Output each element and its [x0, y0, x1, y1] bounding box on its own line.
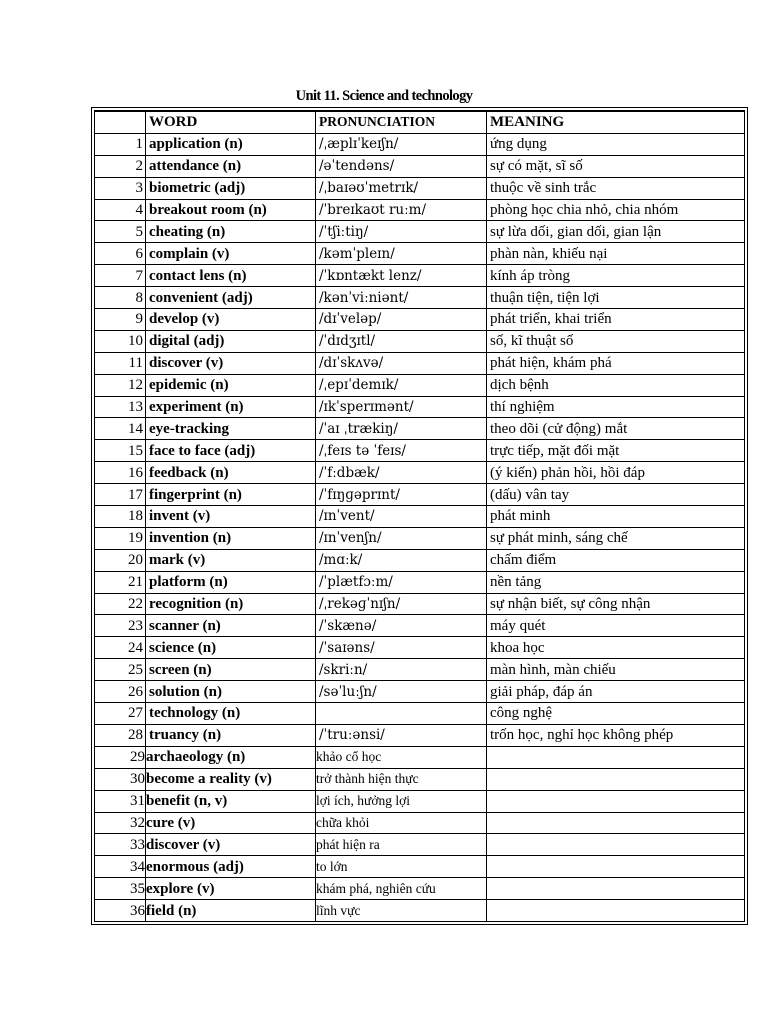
- row-pronunciation: /dɪˈskʌvə/: [316, 352, 487, 374]
- row-word: discover (v): [146, 834, 316, 856]
- row-word: cheating (n): [146, 221, 316, 243]
- row-meaning: [487, 834, 745, 856]
- row-word: become a reality (v): [146, 768, 316, 790]
- row-number: 13: [95, 396, 146, 418]
- row-number: 16: [95, 462, 146, 484]
- table-row: [95, 571, 745, 593]
- row-number: 26: [95, 681, 146, 703]
- table-row: [95, 374, 745, 396]
- row-meaning: thuộc về sinh trắc: [487, 177, 745, 199]
- row-number: 3: [95, 177, 146, 199]
- row-meaning: số, kĩ thuật số: [487, 330, 745, 352]
- row-meaning: khoa học: [487, 637, 745, 659]
- row-pronunciation: /ˈskænə/: [316, 615, 487, 637]
- table-row: [95, 418, 745, 440]
- row-meaning: công nghệ: [487, 703, 745, 725]
- table-row: [95, 790, 745, 812]
- row-word: fingerprint (n): [146, 484, 316, 506]
- row-pronunciation: khám phá, nghiên cứu: [316, 878, 487, 900]
- table-row: [95, 484, 745, 506]
- row-word: feedback (n): [146, 462, 316, 484]
- row-number: 27: [95, 703, 146, 725]
- table-row: [95, 878, 745, 900]
- row-meaning: thuận tiện, tiện lợi: [487, 287, 745, 309]
- row-word: complain (v): [146, 243, 316, 265]
- row-word: convenient (adj): [146, 287, 316, 309]
- row-word: application (n): [146, 133, 316, 155]
- table-row: [95, 703, 745, 725]
- row-meaning: theo dõi (cử động) mắt: [487, 418, 745, 440]
- row-meaning: sự nhận biết, sự công nhận: [487, 593, 745, 615]
- header-num: [95, 111, 146, 133]
- table-row: [95, 549, 745, 571]
- table-row: [95, 440, 745, 462]
- row-number: 34: [95, 856, 146, 878]
- row-number: 12: [95, 374, 146, 396]
- row-number: 6: [95, 243, 146, 265]
- row-word: platform (n): [146, 571, 316, 593]
- row-word: solution (n): [146, 681, 316, 703]
- row-number: 15: [95, 440, 146, 462]
- row-meaning: ứng dụng: [487, 133, 745, 155]
- row-number: 19: [95, 527, 146, 549]
- row-number: 28: [95, 724, 146, 746]
- row-pronunciation: lợi ích, hưởng lợi: [316, 790, 487, 812]
- row-pronunciation: /ˌbaɪəʊˈmetrɪk/: [316, 177, 487, 199]
- row-number: 1: [95, 133, 146, 155]
- table-row: [95, 615, 745, 637]
- row-number: 21: [95, 571, 146, 593]
- row-number: 24: [95, 637, 146, 659]
- row-meaning: kính áp tròng: [487, 265, 745, 287]
- row-number: 8: [95, 287, 146, 309]
- table-row: [95, 659, 745, 681]
- table-row: [95, 746, 745, 768]
- row-word: discover (v): [146, 352, 316, 374]
- row-word: scanner (n): [146, 615, 316, 637]
- row-meaning: [487, 900, 745, 922]
- table-row: [95, 177, 745, 199]
- row-meaning: [487, 812, 745, 834]
- table-row: [95, 199, 745, 221]
- row-pronunciation: /ɪkˈsperɪmənt/: [316, 396, 487, 418]
- row-meaning: sự lừa dối, gian dối, gian lận: [487, 221, 745, 243]
- row-meaning: máy quét: [487, 615, 745, 637]
- row-pronunciation: /ɪnˈvent/: [316, 506, 487, 528]
- row-meaning: (dấu) vân tay: [487, 484, 745, 506]
- row-number: 5: [95, 221, 146, 243]
- row-word: digital (adj): [146, 330, 316, 352]
- row-pronunciation: /ɪnˈvenʃn/: [316, 527, 487, 549]
- header-pronunciation: PRONUNCIATION: [316, 111, 487, 133]
- table-row: [95, 681, 745, 703]
- table-row: [95, 309, 745, 331]
- row-meaning: chấm điểm: [487, 549, 745, 571]
- row-pronunciation: /ˈfːdbæk/: [316, 462, 487, 484]
- row-word: screen (n): [146, 659, 316, 681]
- row-word: field (n): [146, 900, 316, 922]
- row-meaning: trốn học, nghỉ học không phép: [487, 724, 745, 746]
- row-number: 29: [95, 746, 146, 768]
- row-pronunciation: /ˌepɪˈdemɪk/: [316, 374, 487, 396]
- row-number: 35: [95, 878, 146, 900]
- row-meaning: [487, 768, 745, 790]
- row-number: 11: [95, 352, 146, 374]
- row-word: experiment (n): [146, 396, 316, 418]
- row-meaning: trực tiếp, mặt đối mặt: [487, 440, 745, 462]
- row-pronunciation: /səˈluːʃn/: [316, 681, 487, 703]
- row-pronunciation: /ˌfeɪs tə ˈfeɪs/: [316, 440, 487, 462]
- table-row: [95, 133, 745, 155]
- row-meaning: phàn nàn, khiếu nại: [487, 243, 745, 265]
- row-word: explore (v): [146, 878, 316, 900]
- row-meaning: [487, 746, 745, 768]
- row-word: develop (v): [146, 309, 316, 331]
- row-word: attendance (n): [146, 155, 316, 177]
- row-pronunciation: khảo cổ học: [316, 746, 487, 768]
- row-number: 10: [95, 330, 146, 352]
- table-row: [95, 900, 745, 922]
- row-word: invent (v): [146, 506, 316, 528]
- table-row: [95, 221, 745, 243]
- row-number: 2: [95, 155, 146, 177]
- table-row: [95, 155, 745, 177]
- table-row: [95, 834, 745, 856]
- row-pronunciation: [316, 703, 487, 725]
- row-meaning: (ý kiến) phản hồi, hồi đáp: [487, 462, 745, 484]
- row-meaning: phòng học chia nhỏ, chia nhóm: [487, 199, 745, 221]
- row-pronunciation: /ˈtruːənsi/: [316, 724, 487, 746]
- row-word: biometric (adj): [146, 177, 316, 199]
- table-row: [95, 527, 745, 549]
- row-number: 9: [95, 309, 146, 331]
- table-row: [95, 330, 745, 352]
- row-pronunciation: /ˈplætfɔːm/: [316, 571, 487, 593]
- row-pronunciation: /dɪˈveləp/: [316, 309, 487, 331]
- row-pronunciation: /ˈbreɪkaʊt ruːm/: [316, 199, 487, 221]
- table-row: [95, 768, 745, 790]
- table-row: [95, 593, 745, 615]
- row-number: 4: [95, 199, 146, 221]
- row-meaning: phát minh: [487, 506, 745, 528]
- table-row: [95, 506, 745, 528]
- row-meaning: sự có mặt, sĩ số: [487, 155, 745, 177]
- row-number: 36: [95, 900, 146, 922]
- row-word: face to face (adj): [146, 440, 316, 462]
- row-number: 31: [95, 790, 146, 812]
- table-row: [95, 352, 745, 374]
- row-number: 25: [95, 659, 146, 681]
- row-pronunciation: trở thành hiện thực: [316, 768, 487, 790]
- row-number: 32: [95, 812, 146, 834]
- row-pronunciation: /ˈfɪŋɡəprɪnt/: [316, 484, 487, 506]
- row-number: 30: [95, 768, 146, 790]
- table-row: [95, 396, 745, 418]
- row-word: science (n): [146, 637, 316, 659]
- row-pronunciation: /ˈaɪ ˌtrækiŋ/: [316, 418, 487, 440]
- row-word: recognition (n): [146, 593, 316, 615]
- table-row: [95, 287, 745, 309]
- row-word: technology (n): [146, 703, 316, 725]
- row-pronunciation: /mɑːk/: [316, 549, 487, 571]
- row-word: enormous (adj): [146, 856, 316, 878]
- table-row: [95, 724, 745, 746]
- table-row: [95, 812, 745, 834]
- row-meaning: [487, 790, 745, 812]
- row-meaning: dịch bệnh: [487, 374, 745, 396]
- row-pronunciation: /əˈtendəns/: [316, 155, 487, 177]
- row-word: eye-tracking: [146, 418, 316, 440]
- table-row: [95, 462, 745, 484]
- table-row: [95, 265, 745, 287]
- row-meaning: phát triển, khai triển: [487, 309, 745, 331]
- row-pronunciation: lĩnh vực: [316, 900, 487, 922]
- row-pronunciation: /kəmˈpleɪn/: [316, 243, 487, 265]
- table-row: [95, 856, 745, 878]
- row-number: 22: [95, 593, 146, 615]
- row-meaning: [487, 856, 745, 878]
- header-meaning: MEANING: [487, 111, 745, 133]
- row-pronunciation: /skriːn/: [316, 659, 487, 681]
- row-meaning: thí nghiệm: [487, 396, 745, 418]
- table-row: [95, 243, 745, 265]
- vocabulary-table: [94, 110, 745, 922]
- row-word: contact lens (n): [146, 265, 316, 287]
- header-word: WORD: [146, 111, 316, 133]
- row-word: truancy (n): [146, 724, 316, 746]
- row-meaning: giải pháp, đáp án: [487, 681, 745, 703]
- row-meaning: sự phát minh, sáng chế: [487, 527, 745, 549]
- row-word: mark (v): [146, 549, 316, 571]
- row-pronunciation: /ˈsaɪəns/: [316, 637, 487, 659]
- row-pronunciation: /ˈdɪdʒɪtl/: [316, 330, 487, 352]
- row-word: cure (v): [146, 812, 316, 834]
- row-meaning: phát hiện, khám phá: [487, 352, 745, 374]
- row-number: 17: [95, 484, 146, 506]
- table-header-row: [95, 111, 745, 133]
- row-pronunciation: /kənˈviːniənt/: [316, 287, 487, 309]
- row-pronunciation: /ˈkɒntækt lenz/: [316, 265, 487, 287]
- row-number: 23: [95, 615, 146, 637]
- row-pronunciation: chữa khỏi: [316, 812, 487, 834]
- row-pronunciation: /ˈtʃiːtiŋ/: [316, 221, 487, 243]
- row-word: epidemic (n): [146, 374, 316, 396]
- row-meaning: nền tảng: [487, 571, 745, 593]
- row-number: 14: [95, 418, 146, 440]
- row-number: 18: [95, 506, 146, 528]
- row-pronunciation: /ˌæplɪˈkeɪʃn/: [316, 133, 487, 155]
- row-word: breakout room (n): [146, 199, 316, 221]
- page-title: Unit 11. Science and technology: [295, 88, 473, 104]
- table-row: [95, 637, 745, 659]
- row-meaning: [487, 878, 745, 900]
- row-word: archaeology (n): [146, 746, 316, 768]
- row-word: invention (n): [146, 527, 316, 549]
- row-word: benefit (n, v): [146, 790, 316, 812]
- row-pronunciation: phát hiện ra: [316, 834, 487, 856]
- row-number: 20: [95, 549, 146, 571]
- row-meaning: màn hình, màn chiếu: [487, 659, 745, 681]
- row-number: 7: [95, 265, 146, 287]
- row-number: 33: [95, 834, 146, 856]
- row-pronunciation: to lớn: [316, 856, 487, 878]
- row-pronunciation: /ˌrekəɡˈnɪʃn/: [316, 593, 487, 615]
